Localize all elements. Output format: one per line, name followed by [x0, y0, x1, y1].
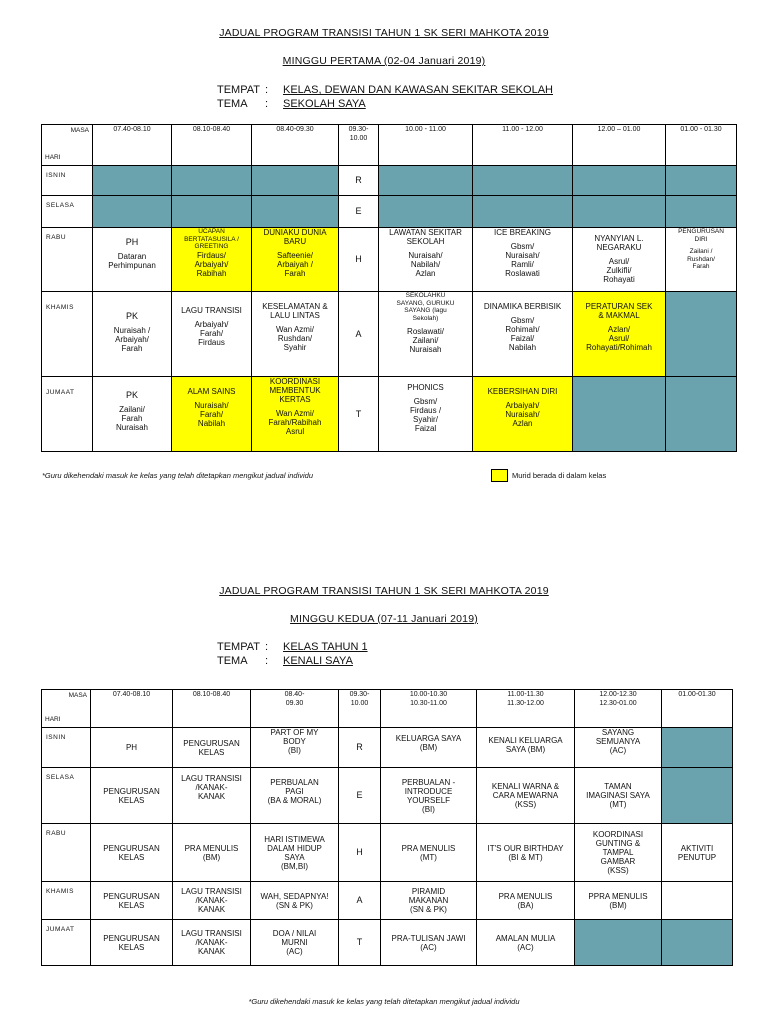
activity-title: ICE BREAKING [494, 228, 551, 237]
class-cell [662, 768, 733, 824]
day-label: JUMAAT [42, 920, 91, 966]
class-cell [379, 166, 473, 196]
week1-tempat: TEMPAT : KELAS, DEWAN DAN KAWASAN SEKITAR SEKOLAH [217, 84, 553, 96]
class-cell [666, 196, 737, 228]
activity-teachers: Dataran Perhimpunan [108, 252, 156, 270]
rehat-letter: T [339, 920, 381, 966]
tempat-value: KELAS TAHUN 1 [283, 641, 368, 653]
time-header: 10.00 - 11.00 [379, 125, 473, 166]
activity-cell: AMALAN MULIA (AC) [477, 920, 575, 966]
class-cell [172, 196, 252, 228]
tema-label: TEMA [217, 655, 248, 667]
activity-cell [172, 228, 252, 292]
activity-teachers: Azlan/ Asrul/ Rohayati/Rohimah [586, 325, 652, 352]
activity-cell [252, 377, 339, 452]
activity-title: PENGURUSAN DIRI [678, 228, 724, 243]
day-label: KHAMIS [42, 292, 93, 377]
activity-cell [473, 228, 573, 292]
table-row [42, 377, 737, 452]
week1-timetable [41, 124, 737, 452]
activity-cell: PENGURUSAN KELAS [91, 920, 173, 966]
activity-cell: PENGURUSAN KELAS [91, 882, 173, 920]
rehat-letter: E [339, 196, 379, 228]
day-label: RABU [42, 824, 91, 882]
class-cell [172, 166, 252, 196]
activity-cell: KELUARGA SAYA (BM) [381, 728, 477, 768]
class-cell [662, 920, 733, 966]
activity-cell [93, 292, 172, 377]
table-row [42, 292, 737, 377]
activity-title: UCAPAN BERTATASUSILA / GREETING [184, 228, 239, 250]
activity-cell: PPRA MENULIS (BM) [575, 882, 662, 920]
activity-cell [172, 292, 252, 377]
class-cell [575, 920, 662, 966]
activity-teachers: Roslawati/ Zailani/ Nuraisah [407, 327, 444, 354]
activity-title: PH [125, 237, 139, 247]
activity-cell: LAGU TRANSISI /KANAK- KANAK [173, 882, 251, 920]
table-row [42, 882, 733, 920]
activity-cell [573, 292, 666, 377]
activity-cell: PRA MENULIS (BM) [173, 824, 251, 882]
activity-teachers: Arbaiyah/ Nuraisah/ Azlan [505, 401, 540, 428]
class-cell [473, 196, 573, 228]
activity-teachers: Zailani/ Farah Nuraisah [115, 405, 148, 432]
activity-cell [473, 292, 573, 377]
activity-cell: PERBUALAN PAGI (BA & MORAL) [251, 768, 339, 824]
activity-teachers: Gbsm/ Firdaus / Syahir/ Faizal [409, 397, 442, 433]
table-row [42, 196, 737, 228]
activity-cell: PENGURUSAN KELAS [91, 824, 173, 882]
activity-cell [252, 228, 339, 292]
rehat-letter: A [339, 292, 379, 377]
class-cell [93, 196, 172, 228]
class-cell [573, 377, 666, 452]
table-row [42, 824, 733, 882]
activity-title: KOORDINASI MEMBENTUK KERTAS [269, 377, 321, 404]
activity-cell: PENGURUSAN KELAS [91, 768, 173, 824]
day-label: KHAMIS [42, 882, 91, 920]
tema-value: SEKOLAH SAYA [283, 98, 366, 110]
week1-note: *Guru dikehendaki masuk ke kelas yang telah ditetapkan mengikut jadual individu [42, 471, 313, 480]
activity-teachers: Asrul/ Zulkifli/ Rohayati [603, 257, 635, 284]
activity-cell: LAGU TRANSISI /KANAK- KANAK [173, 768, 251, 824]
tema-label: TEMA [217, 98, 248, 110]
activity-title: PK [125, 311, 138, 321]
tempat-label: TEMPAT [217, 84, 260, 96]
table-row [42, 768, 733, 824]
day-label: JUMAAT [42, 377, 93, 452]
activity-title: PERATURAN SEK & MAKMAL [585, 302, 653, 320]
masa-label: MASA [70, 127, 89, 134]
legend-label: Murid berada di dalam kelas [512, 471, 607, 480]
activity-cell: PIRAMID MAKANAN (SN & PK) [381, 882, 477, 920]
activity-cell: WAH, SEDAPNYA! (SN & PK) [251, 882, 339, 920]
rehat-letter: H [339, 228, 379, 292]
tempat-value: KELAS, DEWAN DAN KAWASAN SEKITAR SEKOLAH [283, 84, 553, 96]
class-cell [662, 728, 733, 768]
tempat-label: TEMPAT [217, 641, 260, 653]
activity-teachers: Nuraisah/ Farah/ Nabilah [194, 401, 229, 428]
week2-title: JADUAL PROGRAM TRANSISI TAHUN 1 SK SERI MAHKOTA 2019 [219, 585, 549, 597]
class-cell [573, 166, 666, 196]
activity-title: LAGU TRANSISI [181, 306, 242, 315]
activity-teachers: Wan Azmi/ Farah/Rabihah Asrul [268, 409, 322, 436]
week1-subtitle: MINGGU PERTAMA (02-04 Januari 2019) [282, 55, 486, 67]
week2-note: *Guru dikehendaki masuk ke kelas yang telah ditetapkan mengikut jadual individu [248, 997, 520, 1006]
week2-subtitle: MINGGU KEDUA (07-11 Januari 2019) [290, 613, 478, 625]
table-row [42, 920, 733, 966]
rehat-letter: E [339, 768, 381, 824]
class-cell [473, 166, 573, 196]
time-header: 07.40-08.10 [91, 690, 173, 728]
activity-cell [666, 228, 737, 292]
time-header: 08.10-08.40 [173, 690, 251, 728]
activity-title: LAWATAN SEKITAR SEKOLAH [389, 228, 462, 246]
activity-title: PHONICS [407, 383, 444, 392]
time-header: 08.10-08.40 [172, 125, 252, 166]
activity-cell: LAGU TRANSISI /KANAK- KANAK [173, 920, 251, 966]
time-header: 09.30- 10.00 [339, 125, 379, 166]
activity-cell: SAYANG SEMUANYA (AC) [575, 728, 662, 768]
week2-tempat: TEMPAT : KELAS TAHUN 1 [217, 641, 368, 653]
activity-cell: AKTIVITI PENUTUP [662, 824, 733, 882]
week1-tema: TEMA : SEKOLAH SAYA [217, 98, 366, 110]
corner-cell [42, 690, 91, 728]
activity-title: KEBERSIHAN DIRI [487, 387, 558, 396]
activity-teachers: Safteenie/ Arbaiyah / Farah [276, 251, 314, 278]
activity-teachers: Zailani / Rushdan/ Farah [687, 248, 715, 270]
activity-cell [252, 292, 339, 377]
day-label: RABU [42, 228, 93, 292]
activity-teachers: Gbsm/ Rohimah/ Faizal/ Nabilah [505, 316, 540, 352]
empty-cell [662, 882, 733, 920]
time-header: 11.00 - 12.00 [473, 125, 573, 166]
rehat-letter: H [339, 824, 381, 882]
week2-tema: TEMA : KENALI SAYA [217, 655, 353, 667]
activity-teachers: Firdaus/ Arbaiyah/ Rabihah [194, 250, 229, 278]
rehat-letter: R [339, 728, 381, 768]
table-row [42, 228, 737, 292]
hari-label: HARI [45, 716, 61, 723]
activity-cell: TAMAN IMAGINASI SAYA (MT) [575, 768, 662, 824]
activity-cell: PRA MENULIS (MT) [381, 824, 477, 882]
corner-cell [42, 125, 93, 166]
activity-cell: HARI ISTIMEWA DALAM HIDUP SAYA (BM,BI) [251, 824, 339, 882]
class-cell [93, 166, 172, 196]
day-label: ISNIN [42, 166, 93, 196]
activity-title: KESELAMATAN & LALU LINTAS [262, 302, 328, 320]
masa-label: MASA [68, 692, 87, 699]
tema-value: KENALI SAYA [283, 655, 353, 667]
activity-title: DINAMIKA BERBISIK [483, 302, 562, 311]
activity-teachers: Nuraisah/ Nabilah/ Azlan [408, 251, 443, 278]
activity-title: NYANYIAN L. NEGARAKU [594, 234, 644, 252]
legend-swatch [491, 469, 508, 482]
class-cell [573, 196, 666, 228]
rehat-letter: A [339, 882, 381, 920]
week1-title: JADUAL PROGRAM TRANSISI TAHUN 1 SK SERI MAHKOTA 2019 [219, 27, 549, 39]
time-header: 07.40-08.10 [93, 125, 172, 166]
activity-cell: PRA MENULIS (BA) [477, 882, 575, 920]
activity-title: PK [125, 390, 138, 400]
activity-cell [573, 228, 666, 292]
activity-cell [473, 377, 573, 452]
week2-timetable [41, 689, 733, 966]
time-header: 08.40-09.30 [252, 125, 339, 166]
class-cell [252, 166, 339, 196]
time-header: 08.40- 09.30 [251, 690, 339, 728]
activity-cell: PRA-TULISAN JAWI (AC) [381, 920, 477, 966]
class-cell [666, 292, 737, 377]
day-label: SELASA [42, 768, 91, 824]
activity-teachers: Wan Azmi/ Rushdan/ Syahir [276, 325, 314, 352]
activity-cell: PENGURUSAN KELAS [173, 728, 251, 768]
hari-label: HARI [45, 154, 61, 161]
activity-teachers: Gbsm/ Nuraisah/ Ramli/ Roslawati [505, 242, 540, 278]
activity-cell [93, 377, 172, 452]
activity-cell [379, 292, 473, 377]
activity-cell: KENALI WARNA & CARA MEWARNA (KSS) [477, 768, 575, 824]
table-row [42, 728, 733, 768]
time-header: 09.30- 10.00 [339, 690, 381, 728]
activity-title: ALAM SAINS [187, 387, 236, 396]
activity-cell: PH [91, 728, 173, 768]
time-header: 12.00 – 01.00 [573, 125, 666, 166]
activity-teachers: Nuraisah / Arbaiyah/ Farah [113, 326, 151, 353]
time-header: 10.00-10.30 10.30-11.00 [381, 690, 477, 728]
class-cell [666, 166, 737, 196]
day-label: SELASA [42, 196, 93, 228]
activity-cell [172, 377, 252, 452]
day-label: ISNIN [42, 728, 91, 768]
time-header: 01.00-01.30 [662, 690, 733, 728]
activity-cell [379, 377, 473, 452]
activity-cell: KOORDINASI GUNTING & TAMPAL GAMBAR (KSS) [575, 824, 662, 882]
activity-cell [93, 228, 172, 292]
rehat-letter: T [339, 377, 379, 452]
activity-cell: PART OF MY BODY (BI) [251, 728, 339, 768]
class-cell [666, 377, 737, 452]
activity-cell: PERBUALAN - INTRODUCE YOURSELF (BI) [381, 768, 477, 824]
activity-cell: IT'S OUR BIRTHDAY (BI & MT) [477, 824, 575, 882]
rehat-letter: R [339, 166, 379, 196]
activity-cell: DOA / NILAI MURNI (AC) [251, 920, 339, 966]
activity-cell [379, 228, 473, 292]
activity-cell: KENALI KELUARGA SAYA (BM) [477, 728, 575, 768]
table-row [42, 166, 737, 196]
activity-teachers: Arbaiyah/ Farah/ Firdaus [194, 320, 229, 347]
time-header: 12.00-12.30 12.30-01.00 [575, 690, 662, 728]
time-header: 11.00-11.30 11.30-12.00 [477, 690, 575, 728]
time-header: 01.00 - 01.30 [666, 125, 737, 166]
class-cell [379, 196, 473, 228]
activity-title: SEKOLAHKU SAYANG, GURUKU SAYANG (lagu Sekolah) [396, 292, 455, 322]
class-cell [252, 196, 339, 228]
activity-title: DUNIAKU DUNIA BARU [263, 228, 327, 246]
